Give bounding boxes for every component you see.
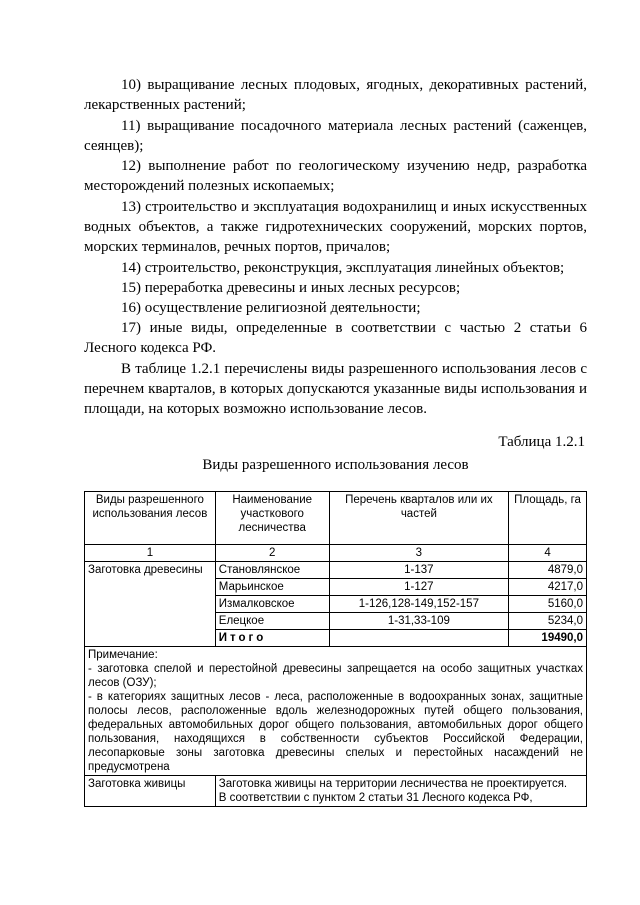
resin-line-2: В соответствии с пунктом 2 статьи 31 Лесного кодекса РФ,	[218, 792, 533, 804]
district-cell: Марьинское	[215, 579, 329, 596]
table-row	[85, 562, 587, 579]
header-use-type: Виды разрешенного использования лесов	[85, 492, 216, 545]
use-type-cell-resin: Заготовка живицы	[85, 776, 216, 807]
resin-description	[215, 776, 586, 807]
district-cell: Становлянское	[215, 562, 329, 579]
total-quarters-empty	[329, 630, 508, 647]
table-number: Таблица 1.2.1	[498, 434, 585, 450]
district-cell: Елецкое	[215, 613, 329, 630]
column-number-row	[85, 545, 587, 562]
quarters-cell: 1-126,128-149,152-157	[329, 596, 508, 613]
table-row	[85, 776, 587, 807]
note-cell	[85, 647, 587, 776]
col-number-2: 2	[215, 545, 329, 562]
table-title: Виды разрешенного использования лесов	[202, 457, 469, 473]
paragraph-15: 15) переработка древесины и иных лесных ресурсов;	[121, 280, 461, 296]
area-cell: 5160,0	[509, 596, 587, 613]
paragraph-11: 11) выращивание посадочного материала лесных растений (саженцев, сеянцев);	[84, 118, 587, 154]
paragraph-12: 12) выполнение работ по геологическому изучению недр, разработка месторождений полезных ископаемых;	[84, 158, 587, 194]
paragraph-14: 14) строительство, реконструкция, эксплуатация линейных объектов;	[121, 260, 565, 276]
area-cell: 4217,0	[509, 579, 587, 596]
district-cell: Измалковское	[215, 596, 329, 613]
total-label: Итого	[215, 630, 329, 647]
quarters-cell: 1-137	[329, 562, 508, 579]
note-line-1: - заготовка спелой и перестойной древесины запрещается на особо защитных участках лесов (ОЗУ);	[88, 663, 583, 689]
land-use-table	[84, 491, 587, 807]
header-area: Площадь, га	[509, 492, 587, 545]
quarters-cell: 1-31,33-109	[329, 613, 508, 630]
note-title: Примечание:	[88, 649, 158, 661]
table-header-row	[85, 492, 587, 545]
resin-line-1: Заготовка живицы на территории лесничества не проектируется.	[218, 778, 568, 790]
paragraph-intro: В таблице 1.2.1 перечислены виды разрешенного использования лесов с перечнем кварталов, в которых допускаются указанные виды использования и площади, на которых возможно использование лесов.	[84, 361, 587, 417]
paragraph-10: 10) выращивание лесных плодовых, ягодных, декоративных растений, лекарственных растений;	[84, 77, 587, 113]
col-number-3: 3	[329, 545, 508, 562]
use-type-cell-timber: Заготовка древесины	[85, 562, 216, 647]
note-line-2: - в категориях защитных лесов - леса, расположенные в водоохранных зонах, защитные полосы лесов, расположенные вдоль железнодорожных путей общего пользования, федеральных автомобильных дорог общего пользования, автомобильных дорог общего пользования, находящихся в собственности субъектов Российской Федерации, лесопарковые зоны заготовка древесины спелых и перестойных насаждений не предусмотрена	[88, 691, 583, 773]
header-district: Наименование участкового лесничества	[215, 492, 329, 545]
paragraph-13: 13) строительство и эксплуатация водохранилищ и иных искусственных водных объектов, а также гидротехнических сооружений, морских портов, морских терминалов, речных портов, причалов;	[84, 199, 587, 255]
area-cell: 5234,0	[509, 613, 587, 630]
note-row	[85, 647, 587, 776]
header-quarters: Перечень кварталов или их частей	[329, 492, 508, 545]
total-area: 19490,0	[509, 630, 587, 647]
col-number-1: 1	[85, 545, 216, 562]
paragraph-16: 16) осуществление религиозной деятельности;	[121, 300, 421, 316]
quarters-cell: 1-127	[329, 579, 508, 596]
paragraph-17: 17) иные виды, определенные в соответствии с частью 2 статьи 6 Лесного кодекса РФ.	[84, 320, 587, 356]
col-number-4: 4	[509, 545, 587, 562]
area-cell: 4879,0	[509, 562, 587, 579]
